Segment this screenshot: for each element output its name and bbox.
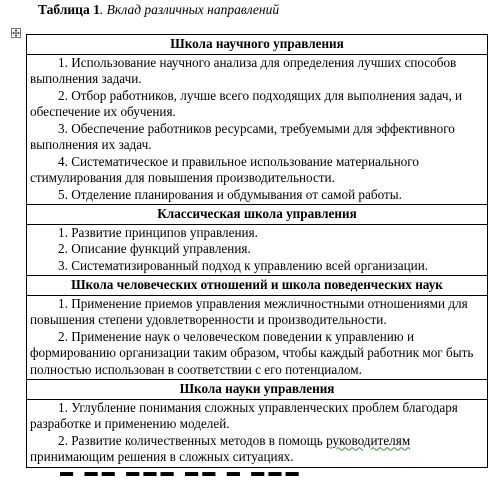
section-body-row: [27, 54, 488, 205]
section-heading: Школа науки управления: [27, 380, 488, 400]
table-caption: [38, 2, 279, 18]
list-item: 2. Отбор работников, лучше всего подходящих для выполнения задач, и обеспечение их обучения.: [30, 87, 463, 119]
spellcheck-underline: руководителям: [326, 432, 411, 448]
section-heading: Школа научного управления: [27, 35, 488, 55]
section-body: [27, 54, 488, 205]
cut-off-next-line: [60, 464, 310, 481]
section-body-row: [27, 224, 488, 276]
section-heading-row: [27, 205, 488, 225]
section-body-row: [27, 295, 488, 380]
cut-off-text-fragment: ▬ ▬▬ ▬▬▬ ▬▬ ▬ ▬▬▬: [60, 464, 303, 479]
section-body: [27, 295, 488, 380]
caption-label: Таблица 1: [38, 2, 100, 17]
contributions-table: [26, 34, 488, 468]
move-arrows-glyph: [12, 29, 20, 37]
section-body: [27, 399, 488, 467]
section-heading: Классическая школа управления: [27, 205, 488, 225]
section-heading-row: [27, 35, 488, 55]
section-body: [27, 224, 488, 276]
list-item: 3. Обеспечение работников ресурсами, требуемыми для эффективного выполнения их задач.: [30, 120, 455, 152]
list-item: 2. Описание функций управления.: [58, 241, 251, 256]
list-item: 3. Систематизированный подход к управлению всей организации.: [58, 257, 429, 273]
list-item: 1. Углубление понимания сложных управленческих проблем благодаря разработке и применению моделей.: [30, 399, 458, 431]
section-body-row: [27, 399, 488, 467]
section-heading: Школа человеческих отношений и школа поведенческих наук: [27, 276, 488, 296]
list-item: 1. Развитие принципов управления.: [58, 224, 258, 240]
list-item: 2. Развитие количественных методов в помощь руководителям принимающим решения в сложных ситуациях.: [30, 432, 411, 464]
caption-title: . Вклад различных направлений: [99, 2, 280, 17]
list-item: 4. Систематическое и правильное использование материального стимулирования для повышения производительности.: [30, 153, 419, 185]
list-item: 2. Применение наук о человеческом поведении к управлению и формированию организации таким образом, чтобы каждый работник мог быть полностью использован в соответствии с его потенциалом.: [30, 328, 474, 377]
section-heading-row: [27, 276, 488, 296]
section-heading-row: [27, 380, 488, 400]
list-item: 1. Применение приемов управления межличностными отношениями для повышения степени удовлетворенности и производительности.: [30, 295, 468, 327]
list-item: 5. Отделение планирования и обдумывания от самой работы.: [58, 186, 402, 202]
move-arrows-icon[interactable]: [11, 28, 21, 38]
list-item: 1. Использование научного анализа для определения лучших способов выполнения задачи.: [30, 54, 457, 86]
